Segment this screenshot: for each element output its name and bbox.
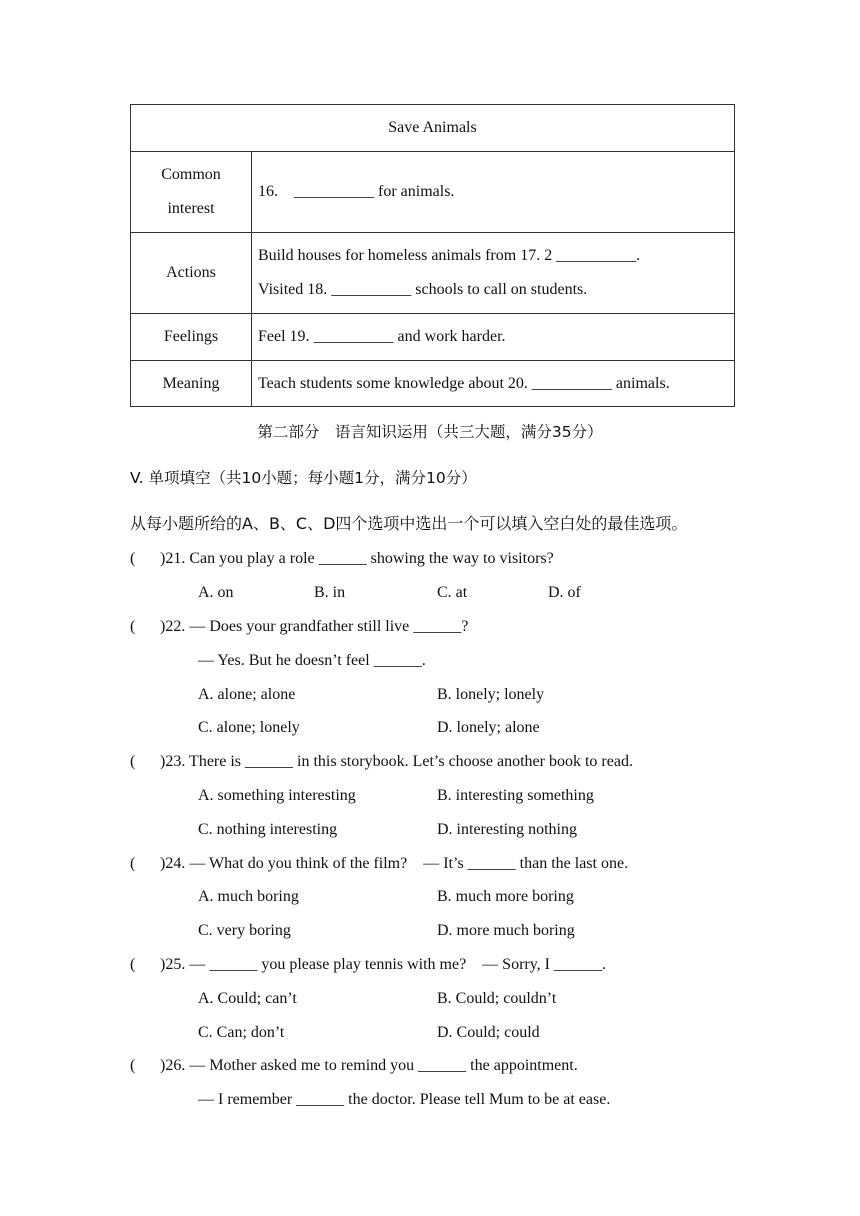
question-25-text: )25. — ______ you please play tennis with me? — Sorry, I ______.: [160, 956, 607, 973]
question-26-line2: — I remember ______ the doctor. Please tell Mum to be at ease.: [198, 1091, 611, 1108]
option-a: A. something interesting: [198, 787, 356, 804]
option-a: A. Could; can’t: [198, 990, 297, 1007]
row-label-text: Common interest: [161, 166, 221, 217]
question-21-text: )21. Can you play a role ______ showing the way to visitors?: [160, 550, 554, 567]
row-content: [252, 233, 735, 314]
option-a: A. much boring: [198, 888, 299, 905]
question-22-line2: — Yes. But he doesn’t feel ______.: [198, 652, 426, 669]
question-22-text: )22. — Does your grandfather still live ______?: [160, 618, 469, 635]
option-d: D. Could; could: [437, 1024, 540, 1041]
answer-paren: (: [130, 855, 136, 872]
option-d: D. interesting nothing: [437, 821, 577, 838]
question-24-text: )24. — What do you think of the film? — It’s ______ than the last one.: [160, 855, 629, 872]
answer-paren: (: [130, 1057, 136, 1074]
section5-heading: V. 单项填空（共10小题；每小题1分，满分10分）: [130, 469, 477, 487]
row-content: Teach students some knowledge about 20. __________ animals.: [252, 361, 735, 407]
answer-paren: (: [130, 550, 136, 567]
option-d: D. of: [548, 584, 581, 601]
option-b: B. lonely; lonely: [437, 686, 545, 703]
row-label-feelings: Feelings: [131, 314, 252, 361]
row-content-line: Visited 18. __________ schools to call on students.: [258, 281, 588, 298]
row-label-actions: Actions: [131, 233, 252, 314]
option-b: B. interesting something: [437, 787, 594, 804]
answer-paren: (: [130, 753, 136, 770]
save-animals-table: [130, 104, 735, 407]
option-c: C. at: [437, 584, 468, 601]
table-row: [131, 361, 735, 407]
part2-heading: 第二部分 语言知识运用（共三大题，满分35分）: [257, 423, 603, 441]
question-26-text: )26. — Mother asked me to remind you ______ the appointment.: [160, 1057, 578, 1074]
option-a: A. on: [198, 584, 234, 601]
answer-paren: (: [130, 956, 136, 973]
question-23-text: )23. There is ______ in this storybook. Let’s choose another book to read.: [160, 753, 633, 770]
option-b: B. in: [314, 584, 346, 601]
answer-paren: (: [130, 618, 136, 635]
table-title-row: [131, 105, 735, 152]
option-c: C. nothing interesting: [198, 821, 338, 838]
row-content: 16. __________ for animals.: [252, 152, 735, 233]
table-title: Save Animals: [131, 105, 735, 152]
row-label-common-interest: [131, 152, 252, 233]
option-a: A. alone; alone: [198, 686, 296, 703]
option-b: B. much more boring: [437, 888, 574, 905]
table-row: [131, 152, 735, 233]
option-c: C. Can; don’t: [198, 1024, 285, 1041]
row-label-meaning: Meaning: [131, 361, 252, 407]
table-row: [131, 233, 735, 314]
option-d: D. more much boring: [437, 922, 575, 939]
instruction-text: 从每小题所给的A、B、C、D四个选项中选出一个可以填入空白处的最佳选项。: [130, 514, 688, 533]
table-row: [131, 314, 735, 361]
option-c: C. very boring: [198, 922, 291, 939]
option-b: B. Could; couldn’t: [437, 990, 557, 1007]
option-c: C. alone; lonely: [198, 719, 300, 736]
row-content-line: Build houses for homeless animals from 17. 2 __________.: [258, 247, 641, 264]
option-d: D. lonely; alone: [437, 719, 540, 736]
row-content: Feel 19. __________ and work harder.: [252, 314, 735, 361]
